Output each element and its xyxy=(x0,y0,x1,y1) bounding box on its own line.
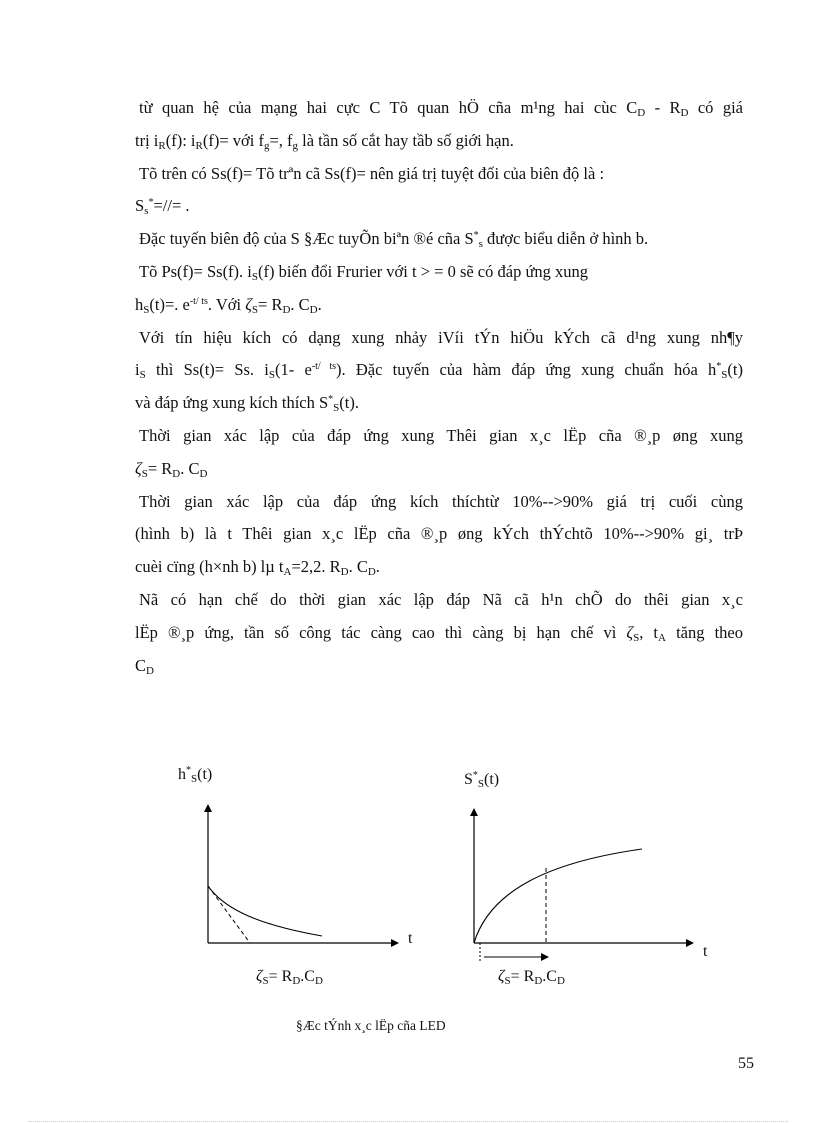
text-fragment: D xyxy=(637,107,646,119)
text-fragment: Tõ Ps(f)= Ss(f). i xyxy=(139,261,252,281)
text-fragment: S xyxy=(262,975,269,987)
text-fragment: -t/ ts xyxy=(311,361,336,373)
text-fragment: là tần số cắt hay tầb số giới hạn. xyxy=(298,130,514,150)
text-fragment: g xyxy=(292,139,298,152)
text-fragment: , t xyxy=(639,622,659,642)
text-fragment: D xyxy=(680,107,689,119)
text-fragment: D xyxy=(556,975,565,987)
text-fragment: A xyxy=(658,631,666,644)
text-fragment: (hình b) là t Thêi gian x¸c lËp cña ®¸p øng kÝch thÝchtõ 10%-->90% gi¸ trÞ xyxy=(135,524,743,544)
text-fragment: từ quan hệ của mạng hai cực C Tõ quan hÖ cña m¹ng hai cùc C xyxy=(139,98,638,117)
text-fragment: (f)= với f xyxy=(202,130,264,150)
right-xlabel: t xyxy=(703,943,708,960)
text-fragment: * xyxy=(473,230,479,242)
left-ylabel xyxy=(178,766,212,784)
text-fragment: ζ xyxy=(256,968,263,985)
text-fragment: = R xyxy=(510,968,535,985)
text-fragment: . Với xyxy=(207,294,246,314)
text-fragment: ζ xyxy=(245,294,252,314)
text-fragment: * xyxy=(328,394,334,406)
text-fragment: cuèi cïng (h×nh b) lµ t xyxy=(135,557,284,577)
text-fragment: S xyxy=(633,631,640,644)
text-fragment: (1- e xyxy=(275,360,312,380)
text-fragment: D xyxy=(314,975,323,987)
text-fragment: (t) xyxy=(727,360,743,380)
page-number: 55 xyxy=(738,1055,754,1072)
text-fragment: (t) xyxy=(484,771,500,788)
text-fragment: S xyxy=(721,369,728,382)
text-fragment: trị i xyxy=(135,130,159,150)
text-fragment: R xyxy=(158,139,166,152)
text-fragment: Nã có hạn chế do thời gian xác lập đáp Nã cã h¹n chÕ do thêi gian x¸c xyxy=(139,589,743,609)
text-fragment: và đáp ứng xung kích thích S xyxy=(135,393,329,413)
text-fragment: D xyxy=(172,467,181,480)
text-fragment: - R xyxy=(645,98,681,117)
text-fragment: i xyxy=(135,360,140,380)
text-fragment: Tõ trên có Ss(f)= Tõ trªn cã Ss(f)= nên giá trị tuyệt đối của biên độ là : xyxy=(139,163,605,183)
text-fragment: lËp ®¸p ứng, tần số công tác càng cao thì càng bị hạn chế vì xyxy=(135,622,627,642)
text-fragment: -t/ ts xyxy=(189,295,208,307)
text-fragment: . C xyxy=(180,458,200,478)
text-fragment: (t) xyxy=(197,766,213,783)
text-fragment: * xyxy=(472,770,478,781)
text-fragment: * xyxy=(716,361,722,373)
text-fragment: có giá xyxy=(688,98,743,117)
text-fragment: = R xyxy=(268,968,293,985)
right-rise-curve xyxy=(474,849,642,943)
text-fragment: D xyxy=(199,467,208,480)
left-xlabel: t xyxy=(408,930,413,947)
text-fragment: =2,2. R xyxy=(291,557,341,577)
text-fragment: h xyxy=(135,294,144,314)
figure-caption: §Æc tÝnh x¸c lËp cña LED xyxy=(296,1018,446,1033)
text-fragment: D xyxy=(146,664,154,677)
text-fragment: =, f xyxy=(269,130,293,150)
text-fragment: = R xyxy=(147,458,173,478)
text-fragment: được biểu diễn ở hình b. xyxy=(482,229,649,249)
text-fragment: D xyxy=(282,303,291,316)
text-fragment: (f) biến đổi Frurier với t > = 0 sẽ có đáp ứng xung xyxy=(258,261,589,281)
text-fragment: S xyxy=(135,196,145,216)
text-fragment: S xyxy=(143,303,150,316)
text-fragment: Thời gian xác lập của đáp ứng kích thíchtừ 10%-->90% giá trị cuối cùng xyxy=(139,491,743,511)
text-fragment: . C xyxy=(348,557,368,577)
text-fragment: (t)=. e xyxy=(149,294,190,314)
text-fragment: S xyxy=(141,467,148,480)
text-fragment: . xyxy=(375,557,380,577)
text-fragment: D xyxy=(292,975,301,987)
text-fragment: ζ xyxy=(626,622,634,642)
text-fragment: S xyxy=(477,778,485,790)
text-fragment: C xyxy=(135,655,147,675)
text-fragment: ζ xyxy=(498,968,505,985)
text-fragment: .C xyxy=(542,968,557,985)
text-fragment: Với tín hiệu kích có dạng xung nhảy iVíi tÝn hiÖu kÝch cã d¹ng xung nh¶y xyxy=(139,327,743,347)
text-fragment: g xyxy=(263,139,270,152)
text-fragment: s xyxy=(144,205,149,218)
text-fragment: . xyxy=(317,294,322,314)
text-fragment: ). Đặc tuyến của hàm đáp ứng xung chuẩn hóa h xyxy=(336,360,717,380)
text-fragment: .C xyxy=(300,968,315,985)
text-fragment: =//= . xyxy=(153,196,190,216)
text-fragment: S xyxy=(333,402,340,415)
left-decay-curve xyxy=(208,886,322,936)
text-fragment: Thời gian xác lập của đáp ứng xung Thêi gian x¸c lËp cña ®¸p øng xung xyxy=(139,425,743,445)
text-fragment: D xyxy=(534,975,543,987)
text-fragment: ζ xyxy=(135,458,142,478)
text-fragment: (t). xyxy=(339,393,359,413)
text-fragment: R xyxy=(195,139,203,152)
text-fragment: S xyxy=(251,270,259,283)
text-fragment: S xyxy=(251,303,259,316)
text-fragment: S xyxy=(191,773,198,785)
text-fragment: h xyxy=(178,766,186,783)
right-formula xyxy=(498,968,565,986)
text-fragment: tăng theo xyxy=(665,622,743,642)
text-fragment: S xyxy=(268,369,276,382)
left-formula xyxy=(256,968,323,986)
page-bottom-border xyxy=(28,1121,788,1122)
text-fragment: s xyxy=(478,238,483,251)
text-fragment: S xyxy=(504,975,511,987)
text-fragment: Đặc tuyến biên độ của S §Æc tuyÕn biªn ®é cña S xyxy=(139,229,474,249)
text-fragment: (f): i xyxy=(165,130,196,150)
right-ylabel xyxy=(464,771,499,789)
text-fragment: S xyxy=(139,369,146,382)
text-fragment: = R xyxy=(258,294,283,314)
text-fragment: * xyxy=(186,765,191,776)
text-fragment: D xyxy=(367,566,376,579)
text-fragment: D xyxy=(340,566,349,579)
text-fragment: . C xyxy=(290,294,310,314)
text-fragment: S xyxy=(464,771,473,788)
left-tangent-dashed xyxy=(208,886,250,943)
text-fragment: A xyxy=(283,566,292,579)
text-fragment: thì Ss(t)= Ss. i xyxy=(145,360,269,380)
text-fragment: D xyxy=(309,303,318,316)
text-fragment: * xyxy=(148,197,154,209)
